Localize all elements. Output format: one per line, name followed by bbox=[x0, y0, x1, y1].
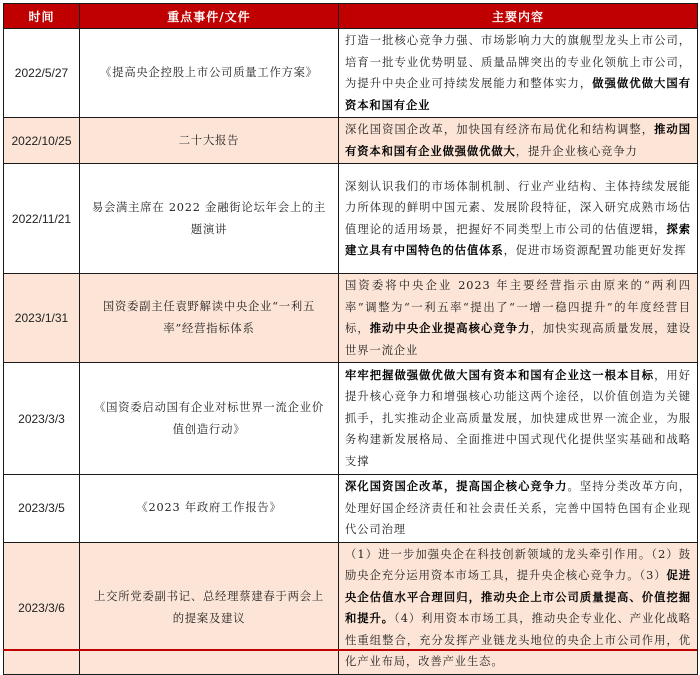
content-highlight: 牢牢把握做强做优做大国有资本和国有企业这一根本目标 bbox=[345, 367, 655, 382]
content-cell bbox=[339, 274, 698, 363]
content-text: 深化国资国企改革，加快国有经济布局优化和结构调整， bbox=[345, 123, 655, 136]
content-highlight: 做强做优做大国有资本和国有企业 bbox=[345, 76, 691, 112]
content-highlight: 促进央企估值水平合理回归，推动央企上市公司质量提高、价值挖掘和提升。 bbox=[345, 568, 691, 625]
event-cell: 《国资委启动国有企业对标世界一流企业价值创造行动》 bbox=[80, 363, 339, 475]
event-cell: 易会满主席在 2022 金融街论坛年会上的主题演讲 bbox=[80, 164, 339, 274]
content-text: 打造一批核心竞争力强、市场影响力大的旗舰型龙头上市公司，培育一批专业优势明显、质量品牌突出的专业化领航上市公司，为提升中央企业可持续发展能力和整体实力， bbox=[345, 34, 691, 90]
header-content: 主要内容 bbox=[339, 4, 698, 29]
content-text: ，加快实现高质量发展，建设世界一流企业 bbox=[345, 322, 692, 357]
content-text: （1）进一步加强央企在科技创新领域的龙头牵引作用。（2）鼓励央企充分运用资本市场工具，提升央企核心竞争力。（3） bbox=[345, 547, 691, 582]
event-cell: 国资委副主任袁野解读中央企业“一利五率”经营指标体系 bbox=[80, 274, 339, 363]
policy-events-table bbox=[3, 3, 698, 675]
table-header-row bbox=[4, 4, 698, 29]
table-row bbox=[4, 542, 698, 674]
date-cell: 2022/11/21 bbox=[4, 164, 80, 274]
bottom-rule bbox=[3, 649, 697, 651]
content-text: ，促进市场资源配置功能更好发挥 bbox=[503, 244, 687, 257]
header-event: 重点事件/文件 bbox=[80, 4, 339, 29]
event-cell: 二十大报告 bbox=[80, 118, 339, 164]
event-cell: 《2023 年政府工作报告》 bbox=[80, 475, 339, 543]
date-cell: 2022/5/27 bbox=[4, 29, 80, 118]
content-highlight: 推动中央企业提高核心竞争力 bbox=[369, 321, 531, 335]
content-text: ，用好提升核心竞争力和增强核心功能这两个途径，以价值创造为关键抓手，扎实推动企业高质量发展，加快建成世界一流企业，为服务构建新发展格局、全面推进中国式现代化提供坚实基础和战略支撑 bbox=[345, 368, 691, 468]
content-highlight: 深化国资国企改革，提高国企核心竞争力 bbox=[345, 479, 568, 493]
date-cell: 2023/3/6 bbox=[4, 542, 80, 674]
table-row bbox=[4, 164, 698, 274]
date-cell: 2023/3/5 bbox=[4, 475, 80, 543]
event-cell: 上交所党委副书记、总经理蔡建春于两会上的提案及建议 bbox=[80, 542, 339, 674]
date-cell: 2023/1/31 bbox=[4, 274, 80, 363]
content-text: 深刻认识我们的市场体制机制、行业产业结构、主体持续发展能力所体现的鲜明中国元素、发展阶段特征，深入研究成熟市场估值理论的适用场景，把握好不同类型上市公司的估值逻辑， bbox=[345, 179, 691, 236]
content-cell bbox=[339, 542, 698, 674]
date-cell: 2022/10/25 bbox=[4, 118, 80, 164]
content-cell bbox=[339, 363, 698, 475]
table-body bbox=[4, 29, 698, 675]
content-cell bbox=[339, 29, 698, 118]
table-row bbox=[4, 118, 698, 164]
content-cell bbox=[339, 475, 698, 543]
content-cell bbox=[339, 164, 698, 274]
content-text: （4）利用资本市场工具，推动央企专业化、产业化战略性重组整合，充分发挥产业链龙头地位的央企上市公司作用，优化产业布局，改善产业生态。 bbox=[345, 612, 691, 668]
content-cell bbox=[339, 118, 698, 164]
content-text: 。坚持分类改革方向，处理好国企经济责任和社会责任关系，完善中国特色国有企业现代公司治理 bbox=[345, 480, 691, 536]
event-cell: 《提高央企控股上市公司质量工作方案》 bbox=[80, 29, 339, 118]
content-text: ，提升企业核心竞争力 bbox=[515, 144, 638, 158]
table-row bbox=[4, 274, 698, 363]
table-row bbox=[4, 29, 698, 118]
content-highlight: 推动国有资本和国有企业做强做优做大 bbox=[345, 122, 691, 158]
content-text: 国资委将中央企业 2023 年主要经营指示由原来的“两利四率”调整为“一利五率“提出了“一增一稳四提升”的年度经营目标， bbox=[345, 279, 691, 335]
content-highlight: 探索建立具有中国特色的估值体系 bbox=[345, 221, 691, 257]
date-cell: 2023/3/3 bbox=[4, 363, 80, 475]
table-row bbox=[4, 475, 698, 543]
header-time: 时间 bbox=[4, 4, 80, 29]
table-row bbox=[4, 363, 698, 475]
